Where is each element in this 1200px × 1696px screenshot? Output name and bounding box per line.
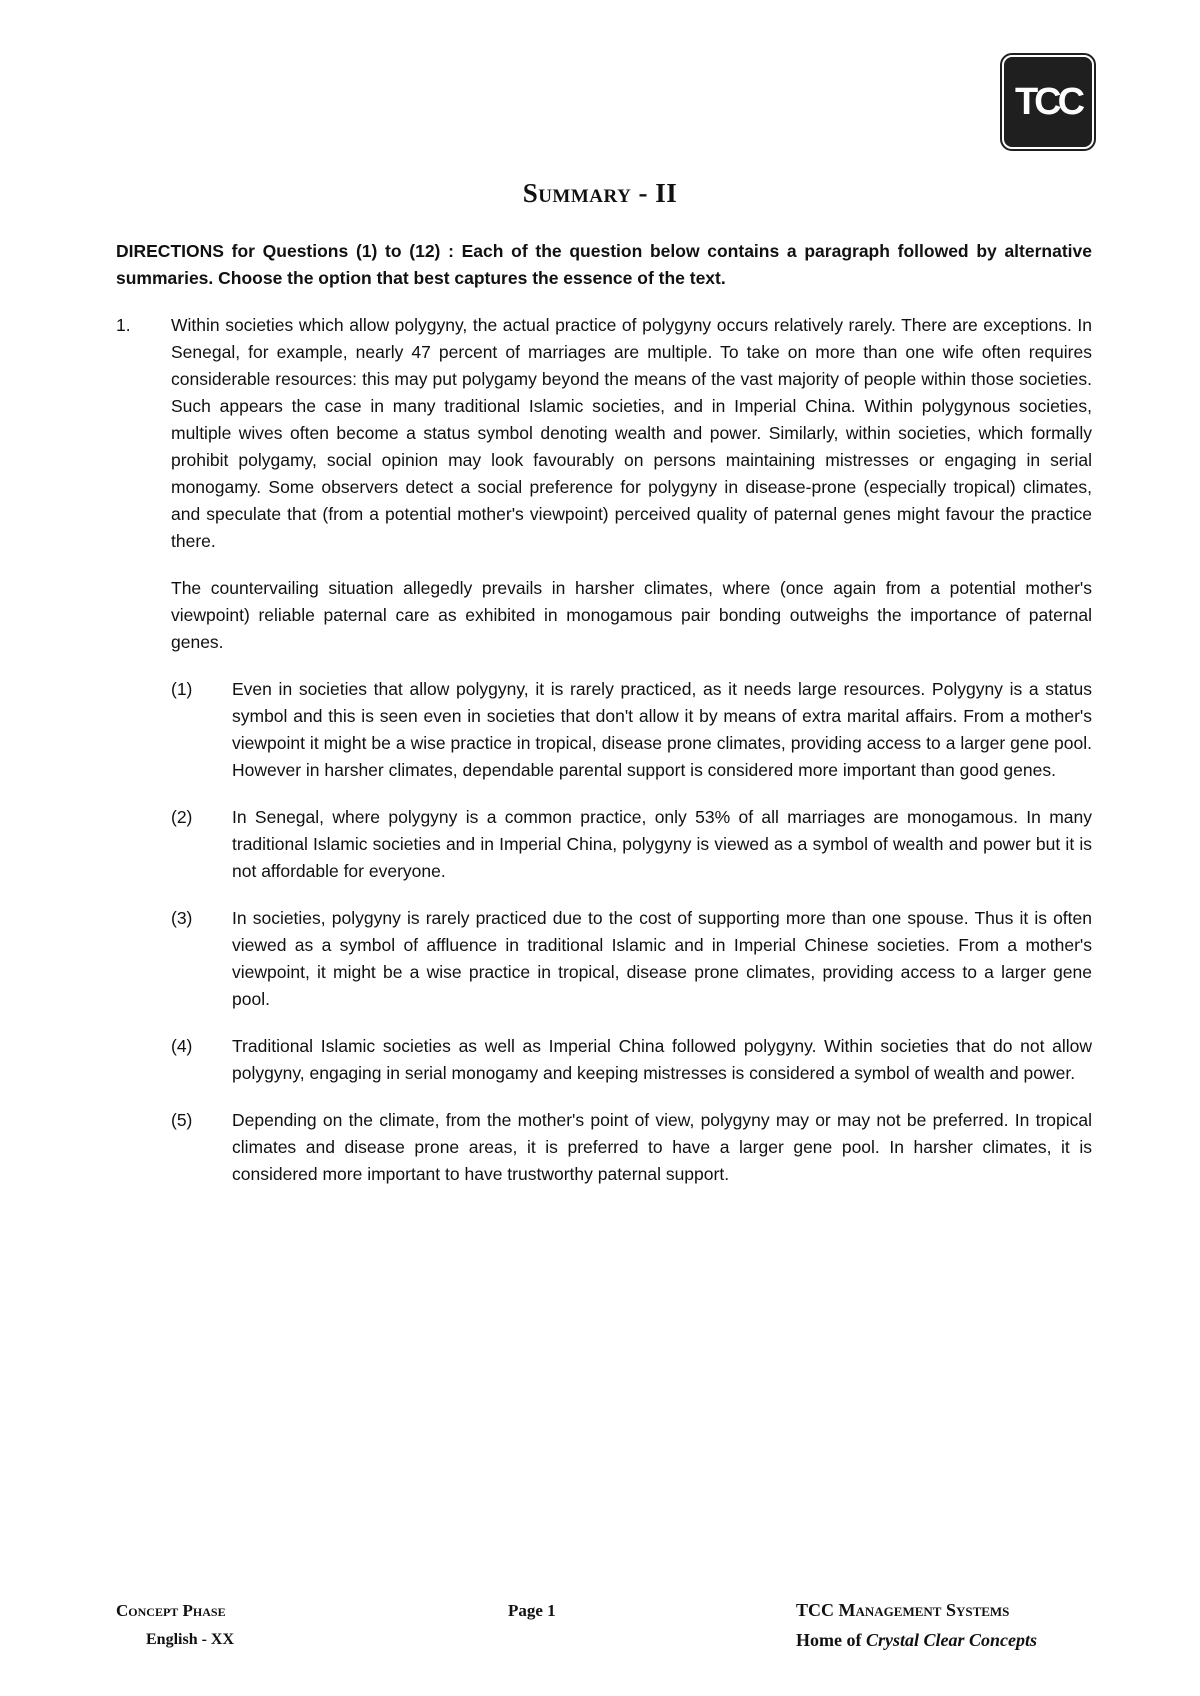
question-body — [171, 312, 1092, 656]
logo-text: TCC — [1014, 80, 1082, 123]
question-1 — [116, 312, 1092, 1208]
question-paragraph: The countervailing situation allegedly prevails in harsher climates, where (once again from a potential mother's viewpoint) reliable paternal care as exhibited in monogamous pair bonding outweighs the importance of paternal genes. — [171, 578, 1092, 652]
option-label: (1) — [171, 679, 193, 699]
option-4 — [171, 1033, 1092, 1087]
question-number: 1. — [116, 315, 131, 335]
option-label: (4) — [171, 1036, 193, 1056]
option-2 — [171, 804, 1092, 885]
option-text: Even in societies that allow polygyny, it is rarely practiced, as it needs large resources. Polygyny is a status symbol and this is seen even in societies that don't allow it by means of extra marital affairs. From a mother's viewpoint it might be a wise practice in tropical, disease prone climates, providing access to a larger gene pool. However in harsher climates, dependable parental support is considered more important than good genes. — [232, 679, 1092, 780]
footer-page-number: Page 1 — [508, 1601, 556, 1620]
directions-text: DIRECTIONS for Questions (1) to (12) : Each of the question below contains a paragraph followed by alternative summaries. Choose the option that best captures the essence of the text. — [116, 241, 1092, 288]
question-paragraph: Within societies which allow polygyny, the actual practice of polygyny occurs relatively rarely. There are exceptions. In Senegal, for example, nearly 47 percent of marriages are multiple. To take on more than one wife often requires considerable resources: this may put polygamy beyond the means of the vast majority of people within those societies. Such appears the case in many traditional Islamic societies, and in Imperial China. Within polygynous societies, multiple wives often become a status symbol denoting wealth and power. Similarly, within societies, which formally prohibit polygamy, social opinion may look favourably on persons maintaining mistresses or engaging in serial monogamy. Some observers detect a social preference for polygyny in disease-prone (especially tropical) climates, and speculate that (from a potential mother's viewpoint) perceived quality of paternal genes might favour the practice there. — [171, 315, 1092, 551]
option-1 — [171, 676, 1092, 784]
page-title: Summary - II — [522, 178, 678, 208]
answer-options — [171, 676, 1092, 1188]
option-text: Traditional Islamic societies as well as Imperial China followed polygyny. Within societies that do not allow polygyny, engaging in serial monogamy and keeping mistresses is considered a symbol of wealth and power. — [232, 1036, 1092, 1083]
tcc-logo — [1004, 57, 1092, 147]
footer-company: TCC Management Systems — [796, 1600, 1010, 1620]
tagline-italic: Crystal Clear Concepts — [865, 1630, 1037, 1650]
option-label: (5) — [171, 1110, 193, 1130]
option-label: (2) — [171, 807, 193, 827]
option-text: Depending on the climate, from the mother's point of view, polygyny may or may not be preferred. In tropical climates and disease prone areas, it is preferred to have a larger gene pool. In harsher climates, it is considered more important to have trustworthy paternal support. — [232, 1110, 1092, 1184]
footer-phase: Concept Phase — [116, 1601, 226, 1620]
option-5 — [171, 1107, 1092, 1188]
tagline-prefix: Home of — [796, 1630, 862, 1650]
option-text: In societies, polygyny is rarely practiced due to the cost of supporting more than one spouse. Thus it is often viewed as a symbol of affluence in traditional Islamic and in Imperial Chinese societies. From a mother's viewpoint, it might be a wise practice in tropical, disease prone climates, providing access to a larger gene pool. — [232, 908, 1092, 1009]
option-3 — [171, 905, 1092, 1013]
footer-tagline — [796, 1630, 1037, 1651]
option-label: (3) — [171, 908, 193, 928]
option-text: In Senegal, where polygyny is a common practice, only 53% of all marriages are monogamous. In many traditional Islamic societies and in Imperial China, polygyny is viewed as a symbol of wealth and power but it is not affordable for everyone. — [232, 807, 1092, 881]
footer-subject: English - XX — [146, 1631, 235, 1648]
